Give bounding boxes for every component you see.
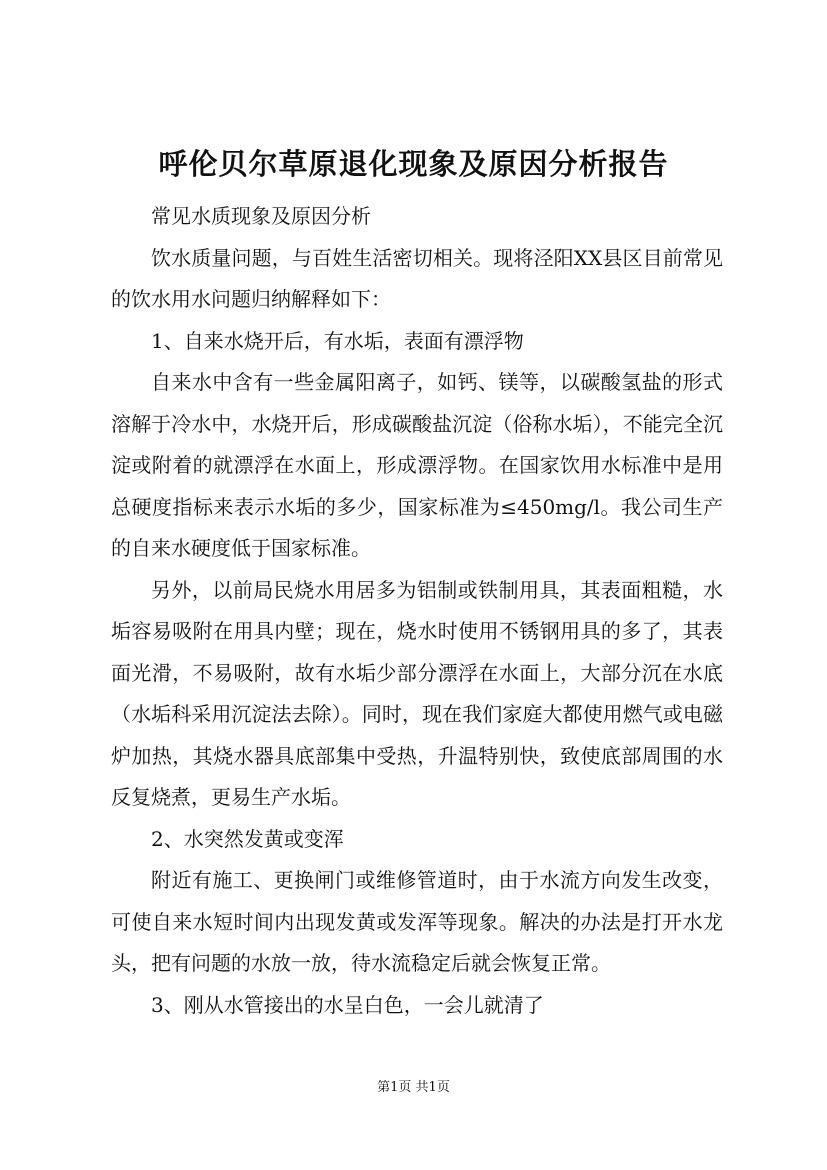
item-heading-2: 2、水突然发黄或变浑 xyxy=(151,826,344,851)
item-heading-3: 3、刚从水管接出的水呈白色，一会儿就清了 xyxy=(151,992,544,1017)
item-paragraph-1a: 自来水中含有一些金属阳离子，如钙、镁等，以碳酸氢盐的形式溶解于冷水中，水烧开后，形成碳酸盐沉淀（俗称水垢），不能完全沉淀或附着的就漂浮在水面上，形成漂浮物。在国家饮用水标准中是用总硬度指标来表示水垢的多少，国家标准为≤450mg/l。我公司生产的自来水硬度低于国家标准。 xyxy=(111,370,723,560)
item-heading-1: 1、自来水烧开后，有水垢，表面有漂浮物 xyxy=(151,328,524,353)
document-title: 呼伦贝尔草原退化现象及原因分析报告 xyxy=(158,147,669,181)
item-paragraph-1b: 另外，以前局民烧水用居多为铝制或铁制用具，其表面粗糙，水垢容易吸附在用具内壁；现在，烧水时使用不锈钢用具的多了，其表面光滑，不易吸附，故有水垢少部分漂浮在水面上，大部分沉在水底（水垢科采用沉淀法去除）。同时，现在我们家庭大都使用燃气或电磁炉加热，其烧水器具底部集中受热，升温特别快，致使底部周围的水反复烧煮，更易生产水垢。 xyxy=(111,577,723,809)
document-body xyxy=(111,196,723,1026)
intro-paragraph: 饮水质量问题，与百姓生活密切相关。现将泾阳XX县区目前常见的饮水用水问题归纳解释如下： xyxy=(111,245,723,311)
item-paragraph-2: 附近有施工、更换闸门或维修管道时，由于水流方向发生改变，可使自来水短时间内出现发黄或发浑等现象。解决的办法是打开水龙头，把有问题的水放一放，待水流稳定后就会恢复正常。 xyxy=(111,868,723,975)
page-footer: 第1页 共1页 xyxy=(377,1080,450,1095)
section-heading: 常见水质现象及原因分析 xyxy=(151,204,371,228)
